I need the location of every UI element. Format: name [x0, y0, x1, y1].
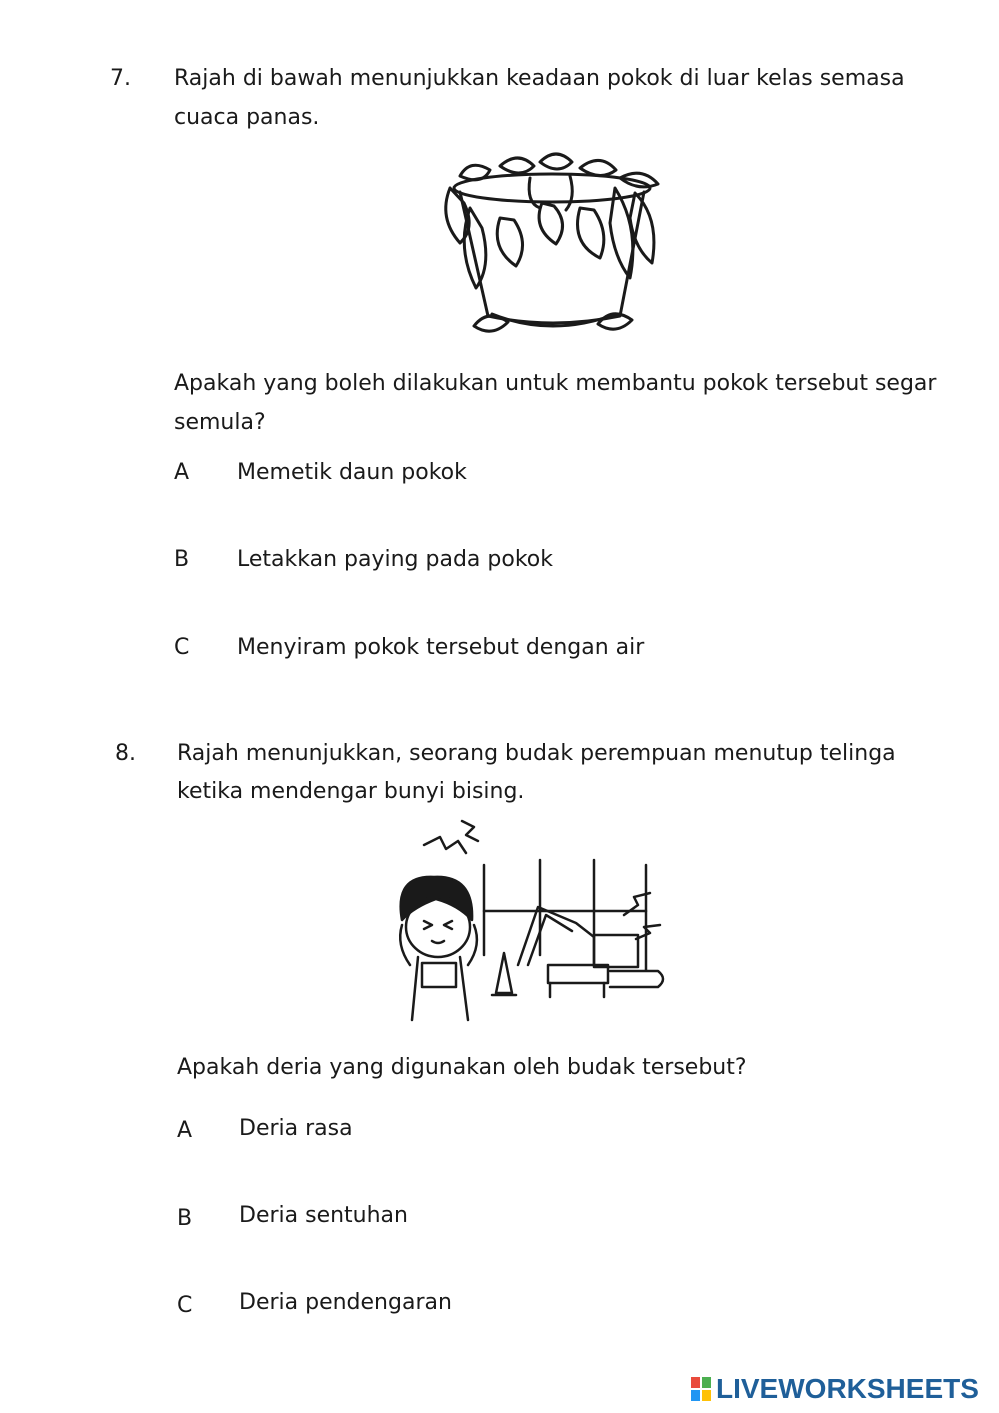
question-7-option-b-text: Letakkan paying pada pokok [237, 547, 553, 572]
question-7-option-a-text: Memetik daun pokok [237, 460, 467, 485]
question-8-option-c-text: Deria pendengaran [239, 1290, 452, 1315]
question-8-text-line2: ketika mendengar bunyi bising. [177, 779, 525, 804]
liveworksheets-brand-text: LIVEWORKSHEETS [716, 1373, 979, 1404]
question-8-option-a-text: Deria rasa [239, 1116, 353, 1141]
question-8-text-line1: Rajah menunjukkan, seorang budak perempuan menutup telinga [177, 741, 896, 766]
question-8-option-c-letter[interactable]: C [177, 1293, 193, 1318]
question-7-option-c-letter[interactable]: C [174, 635, 190, 660]
question-7-option-c-text: Menyiram pokok tersebut dengan air [237, 635, 645, 660]
wilted-plant-pot-illustration [430, 148, 670, 348]
question-7-prompt-line1: Apakah yang boleh dilakukan untuk membantu pokok tersebut segar [174, 371, 937, 396]
liveworksheets-brand [690, 1372, 979, 1406]
question-7-option-a-letter[interactable]: A [174, 460, 190, 485]
question-7-number: 7. [110, 66, 131, 91]
question-8-number: 8. [115, 741, 136, 766]
question-7-option-b-letter[interactable]: B [174, 547, 190, 572]
question-8-option-a-letter[interactable]: A [177, 1118, 193, 1143]
question-8-option-b-letter[interactable]: B [177, 1206, 193, 1231]
question-7-text-line2: cuaca panas. [174, 105, 320, 130]
liveworksheets-logo-icon [690, 1376, 712, 1402]
question-7-prompt-line2: semula? [174, 410, 266, 435]
girl-covering-ears-illustration [388, 815, 673, 1027]
question-7-text-line1: Rajah di bawah menunjukkan keadaan pokok di luar kelas semasa [174, 66, 905, 91]
question-8-option-b-text: Deria sentuhan [239, 1203, 408, 1228]
question-8-prompt: Apakah deria yang digunakan oleh budak tersebut? [177, 1055, 747, 1080]
